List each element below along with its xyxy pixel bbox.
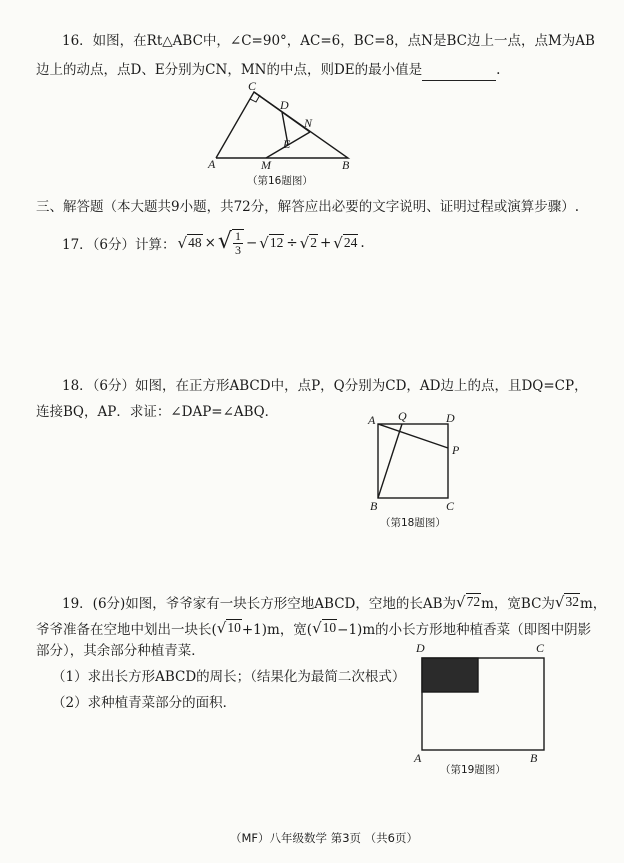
label-m: M bbox=[261, 158, 271, 170]
segment-bq bbox=[378, 424, 402, 498]
sqrt-12 bbox=[259, 234, 284, 252]
label-d: D bbox=[280, 98, 289, 112]
fraction-one-third bbox=[233, 230, 243, 257]
q18-line2: 连接BQ，AP．求证：∠DAP=∠ABQ． bbox=[36, 404, 279, 420]
q19-l1-mid: m，宽BC为 bbox=[481, 596, 555, 612]
sqrt-48 bbox=[178, 234, 203, 252]
label-q: Q bbox=[398, 410, 407, 423]
label-d: D bbox=[446, 411, 455, 425]
page-footer: （MF）八年级数学 第3页 （共6页） bbox=[230, 831, 418, 845]
radical-icon: √ bbox=[554, 593, 565, 611]
q16-figure bbox=[200, 80, 360, 170]
radical-icon: √ bbox=[217, 229, 232, 254]
q16-caption: （第16题图） bbox=[247, 175, 313, 187]
radicand-48: 48 bbox=[188, 235, 202, 250]
radicand-2: 2 bbox=[310, 235, 317, 250]
q19-l2-pre: 爷爷准备在空地中划出一块长( bbox=[36, 622, 217, 638]
plus-sign: + bbox=[319, 235, 332, 251]
radical-icon: √ bbox=[216, 619, 227, 637]
radical-icon: √ bbox=[333, 234, 343, 252]
q16-line2-end: . bbox=[496, 62, 501, 78]
q19-line1 bbox=[62, 590, 606, 614]
q19-figure bbox=[410, 638, 560, 763]
shaded-plot bbox=[422, 658, 478, 692]
sqrt-10-a bbox=[217, 619, 242, 637]
radical-icon: √ bbox=[299, 234, 310, 252]
q19-line2 bbox=[36, 616, 591, 640]
q19-item1: （1）求出长方形ABCD的周长；（结果化为最简二次根式） bbox=[52, 669, 406, 685]
radicand-10-a: 10 bbox=[227, 620, 241, 635]
label-c: C bbox=[446, 499, 455, 513]
frac-num: 1 bbox=[234, 229, 241, 243]
label-c: C bbox=[248, 80, 257, 93]
label-b: B bbox=[530, 751, 538, 763]
label-b: B bbox=[370, 499, 378, 513]
radicand-24: 24 bbox=[343, 235, 358, 250]
sqrt-24 bbox=[333, 234, 358, 252]
q18-line1: 18．（6分）如图，在正方形ABCD中，点P，Q分别为CD，AD边上的点，且DQ=CP， bbox=[62, 378, 588, 394]
segment-ap bbox=[378, 424, 448, 448]
sqrt-72 bbox=[456, 593, 481, 611]
q17-prefix: 17．（6分）计算： bbox=[62, 237, 176, 253]
q16-line2-text: 边上的动点，点D、E分别为CN，MN的中点，则DE的最小值是 bbox=[36, 62, 423, 78]
q19-caption: （第19题图） bbox=[440, 764, 506, 776]
radicand-32: 32 bbox=[565, 594, 579, 609]
section3-heading: 三、解答题（本大题共9小题，共72分，解答应出必要的文字说明、证明过程或演算步骤）. bbox=[36, 199, 580, 215]
radicand-10-b: 10 bbox=[322, 620, 337, 635]
q19-l1-end: m， bbox=[579, 596, 607, 612]
frac-wrapper bbox=[232, 229, 244, 257]
radical-icon: √ bbox=[177, 234, 188, 252]
radical-icon: √ bbox=[312, 619, 322, 637]
radical-icon: √ bbox=[456, 593, 466, 611]
sqrt-32 bbox=[555, 593, 580, 611]
times-sign: × bbox=[204, 235, 216, 251]
answer-blank bbox=[422, 66, 496, 81]
radicand-72: 72 bbox=[466, 594, 481, 609]
label-a: A bbox=[208, 157, 216, 170]
sqrt-2 bbox=[300, 234, 318, 252]
q17-expression bbox=[62, 226, 365, 260]
radicand-12: 12 bbox=[269, 235, 284, 250]
q19-l2-end: −1)m的小长方形地种植香菜（即图中阴影 bbox=[337, 622, 592, 638]
frac-den: 3 bbox=[234, 243, 241, 257]
sqrt-one-third bbox=[218, 229, 244, 257]
label-a: A bbox=[368, 413, 376, 427]
label-b: B bbox=[342, 158, 350, 170]
minus-sign: − bbox=[245, 235, 258, 251]
label-c: C bbox=[536, 641, 545, 655]
q18-figure bbox=[366, 410, 466, 514]
q18-caption: （第18题图） bbox=[380, 517, 446, 529]
radical-icon: √ bbox=[259, 234, 269, 252]
q19-item2: （2）求种植青菜部分的面积． bbox=[52, 695, 237, 711]
label-e: E bbox=[283, 137, 291, 151]
divide-sign: ÷ bbox=[286, 235, 298, 251]
q16-line2 bbox=[36, 59, 500, 81]
q19-line3: 部分），其余部分种植青菜． bbox=[36, 643, 205, 659]
label-n: N bbox=[304, 116, 313, 130]
sqrt-10-b bbox=[312, 619, 337, 637]
label-a: A bbox=[414, 751, 422, 763]
q19-l1-pre: 19．(6分)如图，爷爷家有一块长方形空地ABCD，空地的长AB为 bbox=[62, 596, 457, 612]
q16-line1: 16．如图，在Rt△ABC中，∠C=90°，AC=6，BC=8，点N是BC边上一点，点M为AB bbox=[62, 33, 595, 49]
q19-l2-mid: +1)m，宽( bbox=[241, 622, 313, 638]
square-abcd bbox=[378, 424, 448, 498]
label-d: D bbox=[416, 641, 425, 655]
label-p: P bbox=[452, 443, 460, 457]
q17-period: . bbox=[360, 235, 365, 251]
